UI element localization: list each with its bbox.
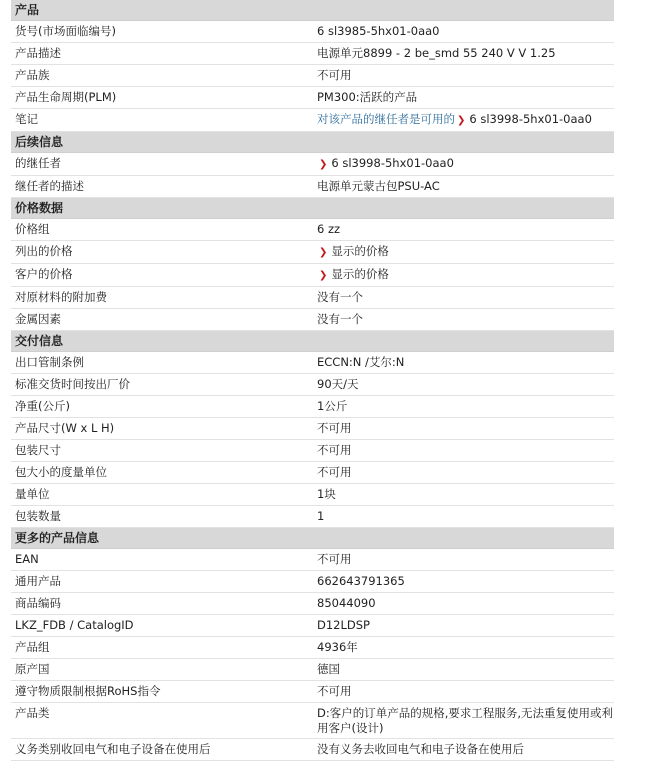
row-label: 继任者的描述 bbox=[15, 179, 84, 193]
row-price-group bbox=[11, 219, 614, 241]
row-plm bbox=[11, 87, 614, 109]
row-label: 义务类别收回电气和电子设备在使用后 bbox=[15, 742, 211, 756]
chevron-right-icon: ❯ bbox=[319, 247, 328, 258]
row-value: 85044090 bbox=[317, 596, 376, 610]
row-surcharge bbox=[11, 287, 614, 309]
row-notes bbox=[11, 109, 614, 132]
row-description bbox=[11, 43, 614, 65]
successor-available-link[interactable]: 对该产品的继任者是可用的 bbox=[317, 112, 455, 126]
row-value: 不可用 bbox=[317, 684, 352, 698]
row-label: 原产国 bbox=[15, 662, 50, 676]
row-label: 包装尺寸 bbox=[15, 443, 61, 457]
row-label: 包大小的度量单位 bbox=[15, 465, 107, 479]
row-product-group bbox=[11, 637, 614, 659]
row-article-no bbox=[11, 21, 614, 43]
row-label: 遵守物质限制根据RoHS指令 bbox=[15, 684, 161, 698]
row-label: 产品描述 bbox=[15, 46, 61, 60]
chevron-right-icon: ❯ bbox=[457, 115, 466, 126]
section-header-product: 产品 bbox=[11, 0, 614, 21]
product-spec-table bbox=[11, 0, 614, 761]
row-label: 量单位 bbox=[15, 487, 50, 501]
row-value: 不可用 bbox=[317, 552, 352, 566]
row-value: 1公斤 bbox=[317, 399, 348, 413]
row-successor bbox=[11, 153, 614, 176]
show-customer-price-link[interactable]: 显示的价格 bbox=[331, 267, 389, 281]
row-value: 不可用 bbox=[317, 465, 352, 479]
row-product-class bbox=[11, 703, 614, 739]
section-header-price: 价格数据 bbox=[11, 198, 614, 219]
row-label: 产品尺寸(W x L H) bbox=[15, 421, 115, 435]
successor-article-link[interactable]: 6 sl3998-5hx01-0aa0 bbox=[469, 112, 592, 126]
row-origin bbox=[11, 659, 614, 681]
chevron-right-icon: ❯ bbox=[319, 270, 328, 281]
row-value: 不可用 bbox=[317, 443, 352, 457]
row-weee bbox=[11, 739, 614, 761]
row-value: 没有一个 bbox=[317, 290, 363, 304]
row-dimensions bbox=[11, 418, 614, 440]
row-label: 笔记 bbox=[15, 112, 38, 126]
row-value: 6 sl3985-5hx01-0aa0 bbox=[317, 24, 440, 38]
row-rohs bbox=[11, 681, 614, 703]
section-header-successor: 后续信息 bbox=[11, 132, 614, 153]
row-value: 4936年 bbox=[317, 640, 358, 654]
row-ean bbox=[11, 549, 614, 571]
row-list-price bbox=[11, 241, 614, 264]
row-value bbox=[315, 241, 614, 263]
row-value: 1 bbox=[317, 509, 325, 523]
row-value bbox=[315, 264, 614, 286]
row-label: EAN bbox=[15, 552, 39, 566]
row-value: 德国 bbox=[317, 662, 340, 676]
row-net-weight bbox=[11, 396, 614, 418]
row-value: 6 zz bbox=[317, 222, 341, 236]
row-label: 客户的价格 bbox=[15, 267, 73, 281]
row-value: 不可用 bbox=[317, 421, 352, 435]
row-label: LKZ_FDB / CatalogID bbox=[15, 618, 134, 632]
row-export bbox=[11, 352, 614, 374]
row-label: 产品族 bbox=[15, 68, 50, 82]
row-label: 商品编码 bbox=[15, 596, 61, 610]
row-family bbox=[11, 65, 614, 87]
row-label: 对原材料的附加费 bbox=[15, 290, 107, 304]
row-pack-unit bbox=[11, 462, 614, 484]
row-value: D12LDSP bbox=[317, 618, 370, 632]
row-value: 不可用 bbox=[317, 68, 352, 82]
row-value: 电源单元8899 - 2 be_smd 55 240 V V 1.25 bbox=[317, 46, 556, 60]
row-label: 货号(市场面临编号) bbox=[15, 24, 116, 38]
row-label: 列出的价格 bbox=[15, 244, 73, 258]
row-successor-desc bbox=[11, 176, 614, 198]
row-label: 净重(公斤) bbox=[15, 399, 70, 413]
chevron-right-icon: ❯ bbox=[319, 159, 328, 170]
row-value bbox=[315, 109, 614, 131]
row-value: 电源单元蒙古包PSU-AC bbox=[317, 179, 440, 193]
row-pack-qty bbox=[11, 506, 614, 528]
row-qty-unit bbox=[11, 484, 614, 506]
row-value: D:客户的订单产品的规格,要求工程服务,无法重复使用或利用客户(设计) bbox=[317, 706, 614, 735]
row-value: PM300:活跃的产品 bbox=[317, 90, 418, 104]
row-label: 的继任者 bbox=[15, 156, 61, 170]
show-list-price-link[interactable]: 显示的价格 bbox=[331, 244, 389, 258]
row-lead-time bbox=[11, 374, 614, 396]
row-value: 没有义务去收回电气和电子设备在使用后 bbox=[317, 742, 524, 756]
row-value: 1块 bbox=[317, 487, 336, 501]
row-value bbox=[315, 153, 614, 175]
row-label: 产品生命周期(PLM) bbox=[15, 90, 117, 104]
row-label: 产品类 bbox=[15, 706, 50, 720]
row-label: 标准交货时间按出厂价 bbox=[15, 377, 130, 391]
successor-link[interactable]: 6 sl3998-5hx01-0aa0 bbox=[331, 156, 454, 170]
row-value: 662643791365 bbox=[317, 574, 405, 588]
row-label: 金属因素 bbox=[15, 312, 61, 326]
row-upc bbox=[11, 571, 614, 593]
section-header-delivery: 交付信息 bbox=[11, 331, 614, 352]
row-label: 包装数量 bbox=[15, 509, 61, 523]
row-label: 通用产品 bbox=[15, 574, 61, 588]
row-commodity bbox=[11, 593, 614, 615]
row-value: 没有一个 bbox=[317, 312, 363, 326]
row-label: 价格组 bbox=[15, 222, 50, 236]
row-metal bbox=[11, 309, 614, 331]
row-label: 产品组 bbox=[15, 640, 50, 654]
row-value: 90天/天 bbox=[317, 377, 359, 391]
row-value: ECCN:N /艾尔:N bbox=[317, 355, 405, 369]
section-header-more: 更多的产品信息 bbox=[11, 528, 614, 549]
row-customer-price bbox=[11, 264, 614, 287]
row-pack-size bbox=[11, 440, 614, 462]
row-lkz bbox=[11, 615, 614, 637]
row-label: 出口管制条例 bbox=[15, 355, 84, 369]
